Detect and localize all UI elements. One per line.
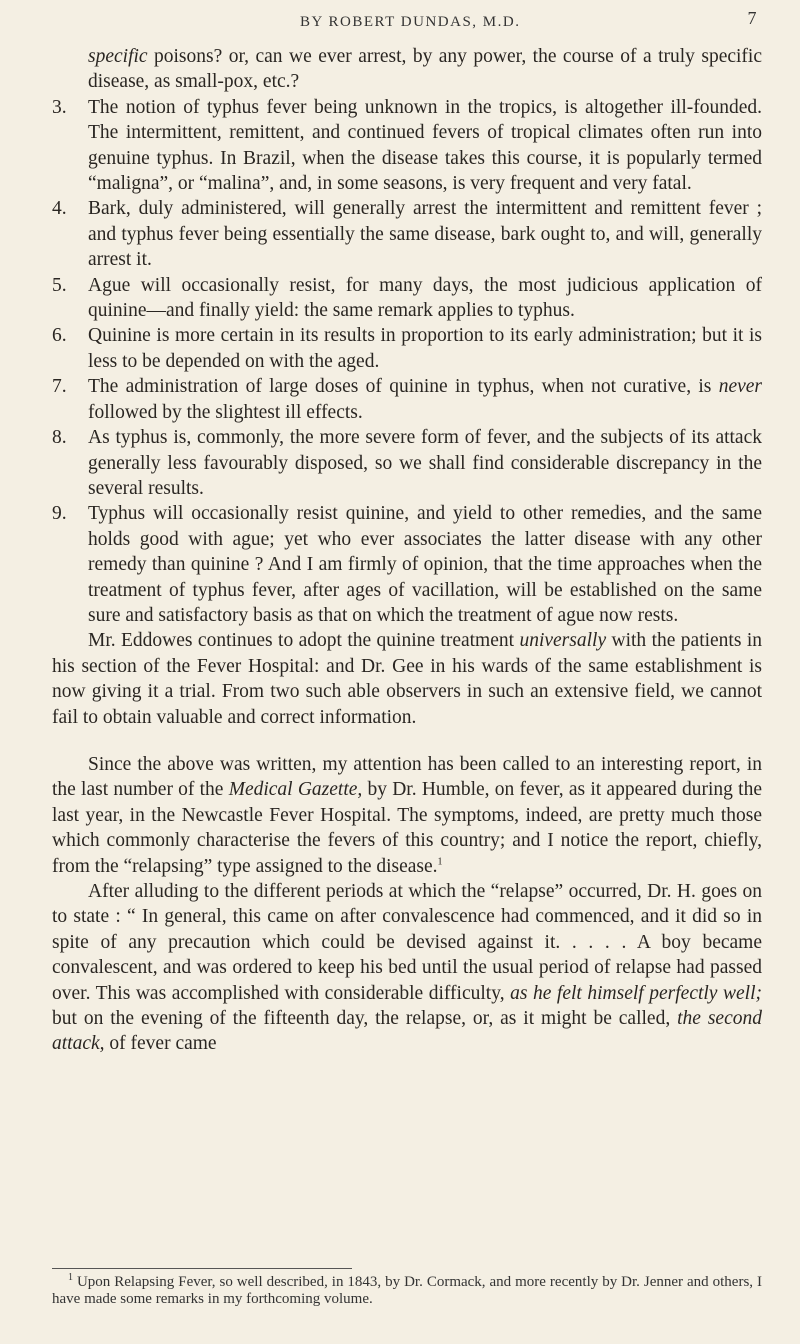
- emphasis-medical-gazette: Medical Gazette,: [228, 779, 363, 801]
- numbered-item-9: [52, 501, 762, 628]
- footnote-divider: [52, 1268, 352, 1269]
- item-number: 3.: [52, 96, 67, 118]
- item-number: 6.: [52, 325, 67, 347]
- page-number: 7: [747, 8, 758, 28]
- emphasis-never: never: [718, 376, 762, 398]
- item-number: 9.: [52, 503, 67, 525]
- numbered-item-8: [52, 425, 762, 501]
- item-text: Typhus will occasionally resist quinine, and yield to other remedies, and the same holds good with ague; yet who ever associates the latter disease with any other remedy than quinine ? And I am firmly of opinion, that the time approaches when the treatment of typhus fever, after ages of vacillation, will be established on the same sure and satisfactory basis as that on which the treatment of ague now rests.: [88, 503, 762, 626]
- numbered-item-4: [52, 196, 762, 272]
- footnote-text: Upon Relapsing Fever, so well described, in 1843, by Dr. Cormack, and more recently by Dr. Jenner and others, I have made some remarks in my forthcoming volume.: [52, 1274, 762, 1307]
- item-number: 5.: [52, 274, 67, 296]
- emphasis-second-attack: the second attack,: [52, 1008, 762, 1055]
- item-number: 7.: [52, 376, 67, 398]
- item-number: 4.: [52, 198, 67, 220]
- running-head: BY ROBERT DUNDAS, M.D.: [300, 14, 521, 30]
- paragraph-humble-report: Since the above was written, my attention has been called to an interesting report, in the last number of the Medical Gazette, by Dr. Humble, on fever, as it appeared during the last year, in the Newcastle Fever Hospital. The symptoms, indeed, are pretty much those which commonly characterise the fevers of this country; and I notice the report, chiefly, from the “relapsing” type assigned to the disease.$^1$: [52, 753, 762, 877]
- item-text: The administration of large doses of quinine in typhus, when not curative, is never followed by the slightest ill effects.: [88, 376, 762, 423]
- item-text: Quinine is more certain in its results in proportion to its early administration; but it is less to be depended on with the aged.: [88, 325, 762, 372]
- emphasis-specific: specific: [88, 46, 148, 67]
- footnote-reference[interactable]: 1: [437, 856, 443, 868]
- footnote: [52, 1274, 762, 1308]
- emphasis-universally: universally: [519, 630, 607, 652]
- numbered-item-5: [52, 273, 762, 324]
- emphasis-felt-well: as he felt himself perfectly well;: [510, 982, 762, 1004]
- numbered-item-7: [52, 374, 762, 425]
- numbered-item-6: [52, 323, 762, 374]
- continuation-text: specific poisons? or, can we ever arrest, by any power, the course of a truly specific disease, as small-pox, etc.?: [88, 46, 762, 93]
- body-text: [52, 44, 762, 1057]
- item-text: The notion of typhus fever being unknown in the tropics, is altogether ill-founded. The intermittent, remittent, and continued fevers of tropical climates often run into genuine typhus. In Brazil, when the disease takes this course, it is popularly termed “maligna”, or “malina”, and, in some seasons, is very frequent and very fatal.: [88, 96, 762, 195]
- paragraph-eddowes: Mr. Eddowes continues to adopt the quinine treatment universally with the patients in his section of the Fever Hospital: and Dr. Gee in his wards of the same establishment is now giving it a trial. From two such able observers in such an extensive field, we cannot fail to obtain valuable and correct information.: [52, 630, 762, 728]
- paragraph-relapse-quote: After alluding to the different periods at which the “relapse” occurred, Dr. H. goes on to state : “ In general, this came on after convalescence had commenced, and it did so in spite of any precaution which could be devised against it. . . . . A boy became convalescent, and was ordered to keep his bed until the usual period of relapse had passed over. This was accomplished with considerable difficulty, as he felt himself perfectly well; but on the evening of the fifteenth day, the relapse, or, as it might be called, the second attack, of fever came: [52, 881, 762, 1055]
- item-text: Ague will occasionally resist, for many days, the most judicious application of quinine—and finally yield: the same remark applies to typhus.: [88, 274, 762, 322]
- item-text: Bark, duly administered, will generally arrest the intermittent and remittent fever ; and typhus fever being essentially the same disease, bark ought to, and will, generally arrest it.: [88, 198, 762, 271]
- numbered-item-3: [52, 95, 762, 197]
- item-text: As typhus is, commonly, the more severe form of fever, and the subjects of its attack generally less favourably disposed, so we shall find considerable discrepancy in the several results.: [88, 427, 762, 499]
- item-number: 8.: [52, 427, 67, 449]
- footnote-mark: 1: [68, 1272, 73, 1283]
